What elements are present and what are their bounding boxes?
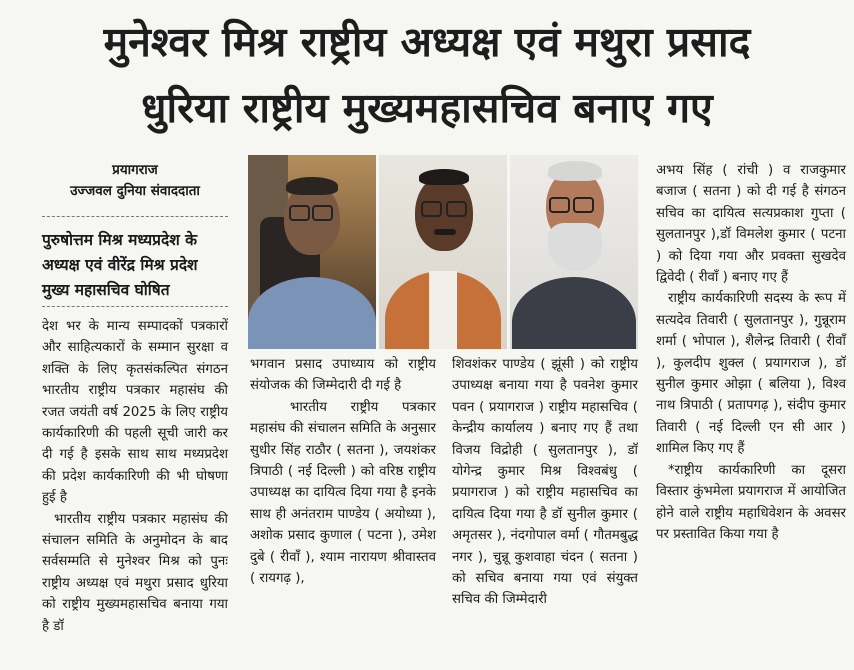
paragraph: देश भर के मान्य सम्पादकों पत्रकारों और साहित्यकारों के सम्मान सुरक्षा व शक्ति के लिए कृतसंकल्पित संगठन भारतीय राष्ट्रीय पत्रकार महासंघ की रजत जयंती वर्ष 2025 के लिए राष्ट्रीय कार्यकारिणी की पहली सूची जारी कर दी गई है इसके साथ साथ मध्यप्रदेश की प्रदेश कार्यकारिणी की भी घोषणा हुई है	[42, 319, 228, 506]
article-column-2	[250, 354, 436, 589]
headline-line-1: मुनेश्वर मिश्र राष्ट्रीय अध्यक्ष एवं मथुरा प्रसाद	[103, 18, 751, 66]
article-column-3	[452, 354, 638, 611]
byline	[42, 160, 228, 202]
portrait-2-icon	[379, 155, 507, 349]
paragraph: शिवशंकर पाण्डेय ( झूंसी ) को राष्ट्रीय उपाध्यक्ष बनाया गया है पवनेश कुमार पवन ( प्रयागराज ) राष्ट्रीय महासचिव ( केन्द्रीय कार्यालय ) बनाए गए हैं तथा विजय विद्रोही ( सुलतानपुर ), डॉ योगेन्द्र कुमार मिश्र विश्वबंधु ( प्रयागराज ) को राष्ट्रीय महासचिव का दायित्व दिया गया है डॉ सुनील कुमार ( अमृतसर ), नंदगोपाल वर्मा ( गौतमबुद्ध नगर ), चुन्नू कुशवाहा चंदन ( सतना ) को सचिव बनाया गया एवं संयुक्त सचिव की जिम्मेदारी	[452, 357, 638, 608]
article-column-4	[656, 160, 846, 545]
portrait-3-icon	[510, 155, 638, 349]
paragraph: राष्ट्रीय कार्यकारिणी सदस्य के रूप में सत्यदेव तिवारी ( सुलतानपुर ), गुन्नूराम शर्मा ( भोपाल ), शैलेन्द्र तिवारी ( रीवाँ ), कुलदीप शुक्ल ( प्रयागराज ), डॉ सुनील कुमार ओझा ( बलिया ), विश्व नाथ त्रिपाठी ( प्रतापगढ़ ), संदीप कुमार तिवारी ( नई दिल्ली एन सी आर ) शामिल किए गए हैं	[656, 291, 846, 457]
headline-line-2: धुरिया राष्ट्रीय मुख्यमहासचिव बनाए गए	[141, 84, 713, 132]
paragraph: भारतीय राष्ट्रीय पत्रकार महासंघ की संचालन समिति के अनुमोदन के बाद सर्वसम्मति से मुनेश्वर मिश्र को पुनः राष्ट्रीय अध्यक्ष एवं मथुरा प्रसाद धुरिया को राष्ट्रीय मुख्यमहासचिव बनाया गया है डॉ	[42, 511, 228, 634]
subheadline: पुरुषोत्तम मिश्र मध्यप्रदेश के अध्यक्ष एवं वीरेंद्र मिश्र प्रदेश मुख्य महासचिव घोषित	[42, 231, 198, 299]
paragraph: भारतीय राष्ट्रीय पत्रकार महासंघ की संचालन समिति के अनुसार सुधीर सिंह राठौर ( सतना ), जयशंकर त्रिपाठी ( नई दिल्ली ) को वरिष्ठ राष्ट्रीय उपाध्यक्ष का दायित्व दिया गया है इनके साथ ही अनंतराम पाण्डेय ( अयोध्या ), अशोक प्रसाद कुणाल ( पटना ), उमेश दुबे ( रीवाँ ), श्याम नारायण श्रीवास्तव ( रायगढ़ ),	[250, 399, 436, 587]
article-column-1	[42, 316, 228, 637]
paragraph: अभय सिंह ( रांची ) व राजकुमार बजाज ( सतना ) को दी गई है संगठन सचिव का दायित्व सत्यप्रकाश गुप्ता ( सुलतानपुर ),डॉ विमलेश कुमार ( पटना ) को दिया गया और प्रवक्ता सुखदेव द्विवेदी ( रीवाँ ) बनाए गए हैं	[656, 163, 846, 286]
paragraph: *राष्ट्रीय कार्यकारिणी का दूसरा विस्तार कुंभमेला प्रयागराज में आयोजित होने वाले राष्ट्रीय महाधिवेशन के अवसर पर प्रस्तावित किया गया है	[656, 462, 846, 542]
paragraph: भगवान प्रसाद उपाध्याय को राष्ट्रीय संयोजक की जिम्मेदारी दी गई है	[250, 357, 436, 394]
divider	[42, 216, 228, 217]
photo-strip	[248, 155, 638, 349]
byline-place: प्रयागराज	[112, 162, 158, 178]
portrait-1-icon	[248, 155, 376, 349]
byline-reporter: उज्जवल दुनिया संवाददाता	[70, 183, 200, 199]
divider	[42, 306, 228, 307]
